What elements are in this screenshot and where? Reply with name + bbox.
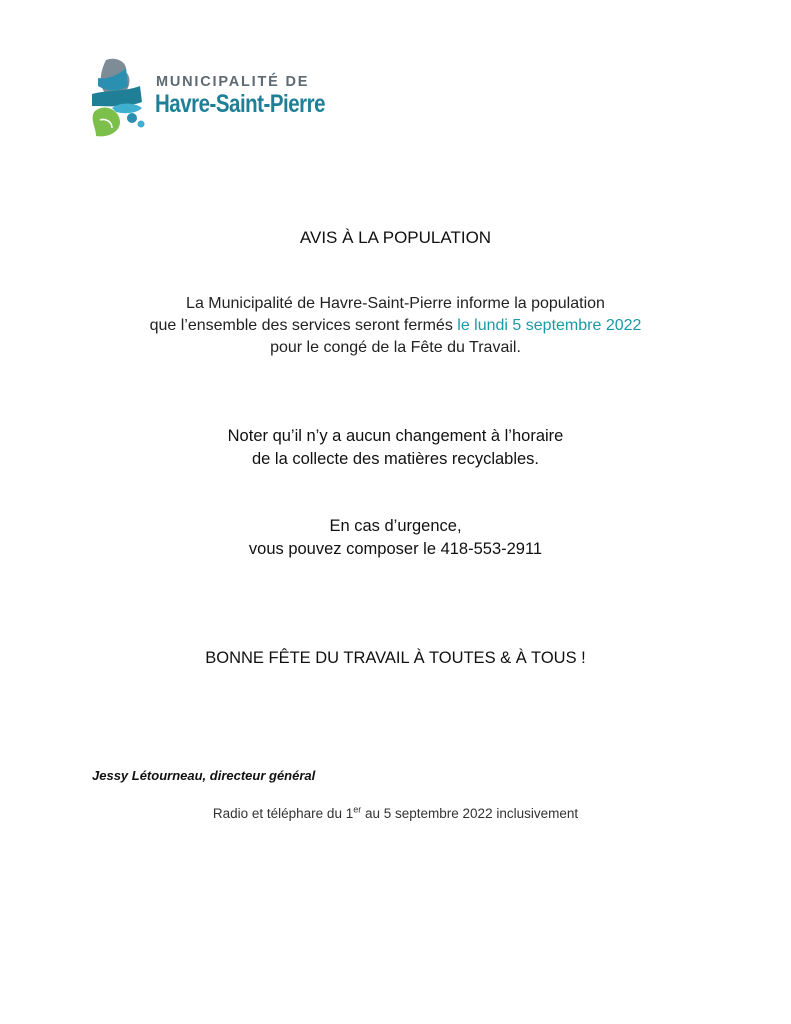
- logo-line-1: MUNICIPALITÉ DE: [156, 74, 310, 90]
- intro-line-3: pour le congé de la Fête du Travail.: [270, 339, 521, 356]
- emergency-contact: [0, 515, 791, 561]
- closure-date-highlight: le lundi 5 septembre 2022: [457, 317, 642, 334]
- notice-title: AVIS À LA POPULATION: [299, 228, 492, 247]
- logo-line-2: Havre-Saint-Pierre: [155, 90, 326, 118]
- footer-superscript: er: [353, 804, 362, 815]
- intro-line-2: [0, 315, 791, 337]
- note-line-2: de la collecte des matières recyclables.: [251, 450, 540, 468]
- municipality-emblem-icon: [86, 56, 150, 140]
- urgence-line-2: vous pouvez composer le 418-553-2911: [248, 540, 543, 558]
- urgence-line-1: En cas d’urgence,: [329, 517, 462, 535]
- intro-line-1: La Municipalité de Havre-Saint-Pierre informe la population: [186, 295, 605, 312]
- signature: Jessy Létourneau, directeur général: [92, 768, 316, 783]
- notice-intro: [0, 293, 791, 359]
- footer-text-end: au 5 septembre 2022 inclusivement: [361, 806, 579, 821]
- intro-line-2-text: que l’ensemble des services seront fermés: [149, 317, 458, 334]
- broadcast-footer: [0, 806, 791, 821]
- municipality-logo: [86, 56, 326, 142]
- collection-note: [0, 425, 791, 471]
- footer-text-start: Radio et télépharе du 1: [212, 806, 354, 821]
- note-line-1: Noter qu’il n’y a aucun changement à l’horaire: [227, 427, 564, 445]
- holiday-greeting: BONNE FÊTE DU TRAVAIL À TOUTES & À TOUS !: [205, 649, 586, 667]
